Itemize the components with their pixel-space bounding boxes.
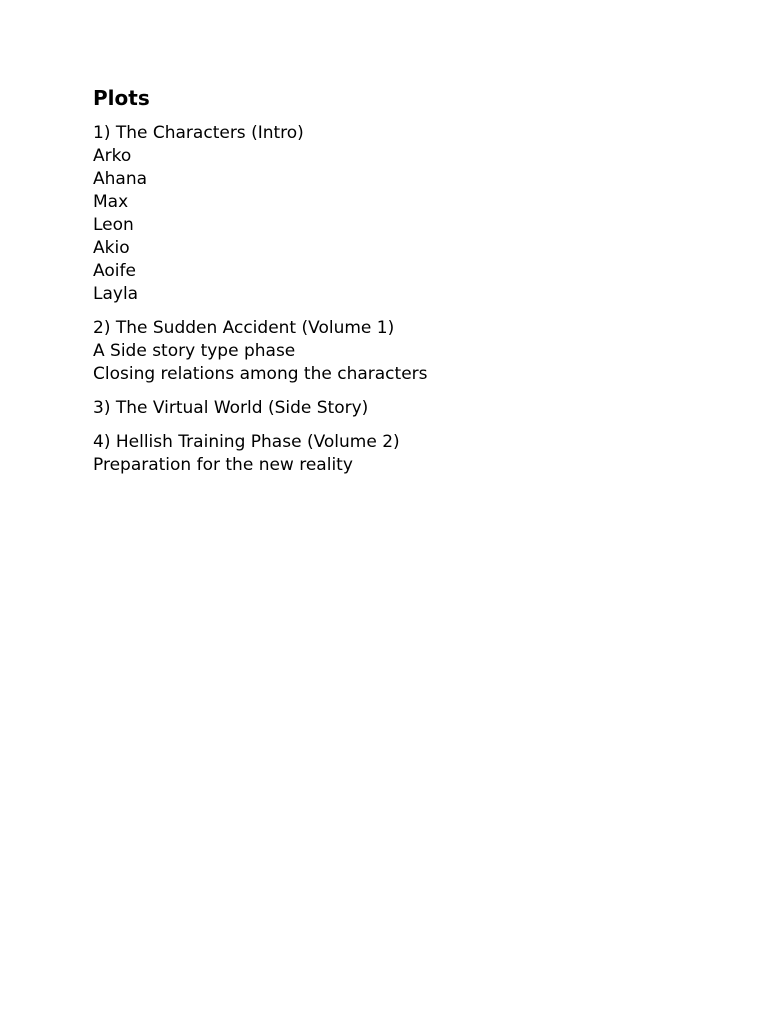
character-name: Aoife	[93, 261, 136, 281]
character-name: Leon	[93, 215, 134, 235]
section-sudden-accident	[93, 317, 768, 386]
section-hellish-training	[93, 431, 768, 477]
section-heading: 4) Hellish Training Phase (Volume 2)	[93, 432, 400, 452]
section-heading: 1) The Characters (Intro)	[93, 123, 304, 143]
section-line: A Side story type phase	[93, 341, 296, 361]
character-name: Layla	[93, 284, 139, 304]
section-line: Preparation for the new reality	[93, 455, 353, 475]
character-name: Akio	[93, 238, 130, 258]
section-line: Closing relations among the characters	[93, 364, 428, 384]
section-characters	[93, 122, 768, 306]
section-heading: 2) The Sudden Accident (Volume 1)	[93, 318, 395, 338]
character-name: Ahana	[93, 169, 148, 189]
character-name: Arko	[93, 146, 132, 166]
document-title: Plots	[93, 86, 150, 110]
section-heading: 3) The Virtual World (Side Story)	[93, 398, 369, 418]
character-name: Max	[93, 192, 129, 212]
section-virtual-world	[93, 397, 768, 420]
